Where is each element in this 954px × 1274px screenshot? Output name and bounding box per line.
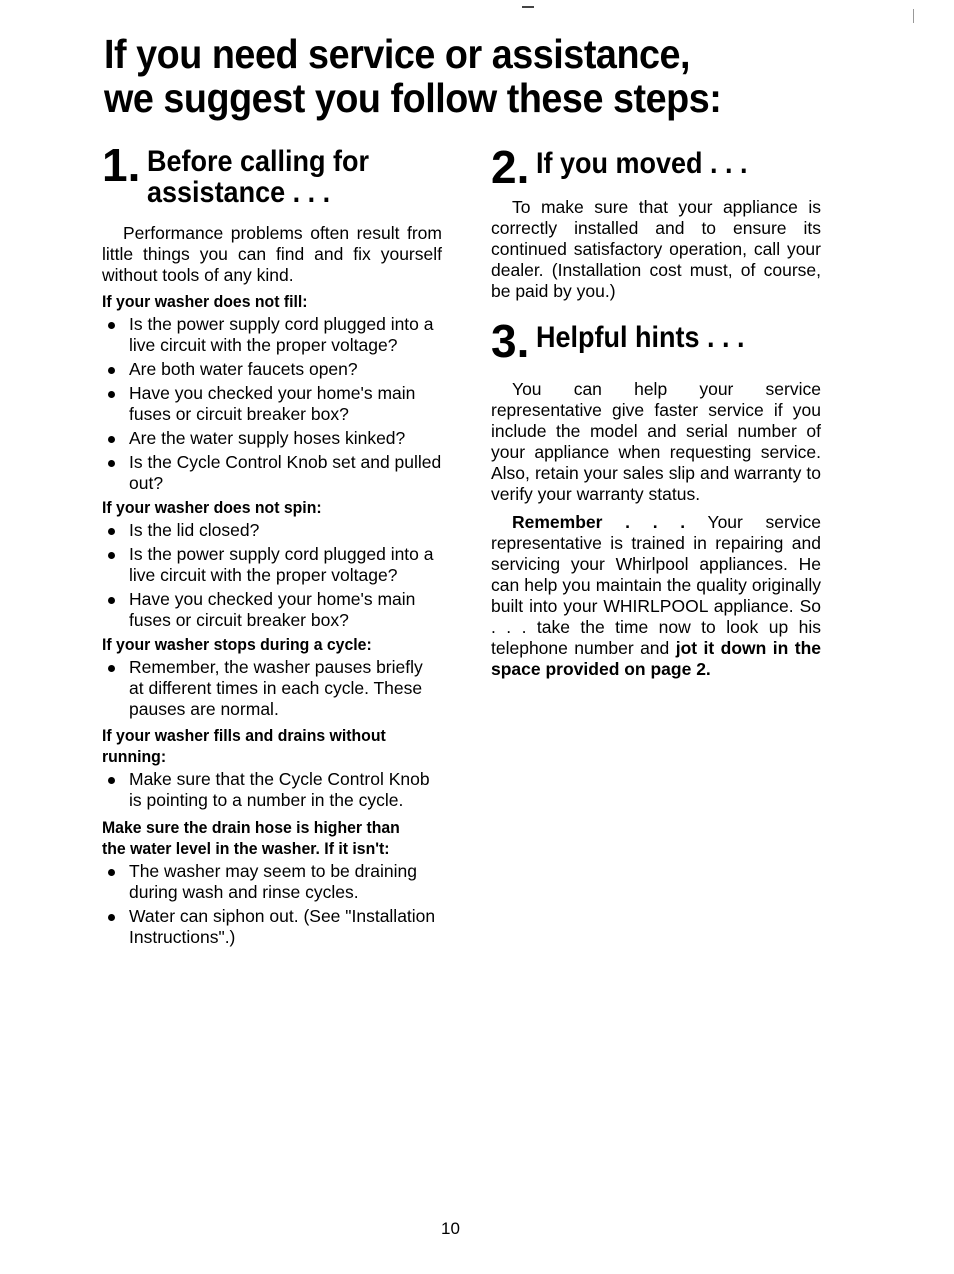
page-title [104, 32, 858, 120]
bullet-icon [108, 322, 115, 329]
section-3-heading [491, 315, 821, 367]
remember-label: Remember . . . [512, 512, 686, 532]
bullet-icon [108, 436, 115, 443]
list-drain-hose [102, 861, 442, 948]
list-item: Remember, the washer pauses briefly at different times in each cycle. These pauses are normal. [102, 657, 442, 720]
bullet-icon [108, 552, 115, 559]
section-1-title-line-1: Before calling for [147, 145, 370, 178]
subhead-fills-and-drains: If your washer fills and drains without running: [102, 726, 386, 766]
list-item: Is the Cycle Control Knob set and pulled out? [102, 452, 442, 494]
bullet-icon [108, 665, 115, 672]
section-3-title: Helpful hints . . . [536, 321, 745, 354]
list-item: Have you checked your home's main fuses or circuit breaker box? [102, 383, 442, 425]
page-title-line-1: If you need service or assistance, [104, 31, 691, 77]
list-does-not-fill [102, 314, 442, 494]
list-item: Is the power supply cord plugged into a live circuit with the proper voltage? [102, 544, 442, 586]
page-title-line-2: we suggest you follow these steps: [104, 75, 722, 121]
list-does-not-spin [102, 520, 442, 631]
section-1-heading [102, 139, 442, 212]
list-item: Water can siphon out. (See "Installation Instructions".) [102, 906, 442, 948]
bullet-icon [108, 391, 115, 398]
bullet-icon [108, 777, 115, 784]
section-3-remember [491, 512, 821, 680]
list-item: Is the lid closed? [102, 520, 442, 541]
subhead-drain-hose: Make sure the drain hose is higher than the water level in the washer. If it isn't: [102, 818, 400, 858]
remember-emphasis: jot it down in the space provided on page 2. [491, 638, 821, 679]
list-item: Is the power supply cord plugged into a live circuit with the proper voltage? [102, 314, 442, 356]
subhead-does-not-fill: If your washer does not fill: [102, 292, 308, 311]
section-1-intro: Performance problems often result from little things you can find and fix yourself without tools of any kind. [102, 223, 442, 285]
bullet-icon [108, 460, 115, 467]
bullet-icon [108, 367, 115, 374]
section-moved [491, 142, 821, 680]
list-stops-during-cycle [102, 657, 442, 720]
section-1-number: 1. [102, 139, 141, 191]
subhead-does-not-spin: If your washer does not spin: [102, 498, 322, 517]
bullet-icon [108, 869, 115, 876]
list-item: Have you checked your home's main fuses or circuit breaker box? [102, 589, 442, 631]
scan-mark [913, 9, 914, 23]
subhead-stops-during-cycle: If your washer stops during a cycle: [102, 635, 372, 654]
scan-mark [522, 6, 534, 8]
remember-text: Your service representative is trained in repairing and servicing your Whirlpool appliances. He can help you maintain the quality originally built into your WHIRLPOOL appliance. So . . . take the time now to look up his telephone number and [491, 512, 821, 658]
list-item: Are the water supply hoses kinked? [102, 428, 442, 449]
bullet-icon [108, 914, 115, 921]
section-2-number: 2. [491, 141, 530, 193]
section-3-number: 3. [491, 315, 530, 367]
page-number: 10 [441, 1219, 460, 1238]
section-2-title: If you moved . . . [536, 147, 748, 180]
bullet-icon [108, 528, 115, 535]
list-item: Make sure that the Cycle Control Knob is pointing to a number in the cycle. [102, 769, 442, 811]
section-2-body: To make sure that your appliance is correctly installed and to ensure its continued satisfactory operation, call your dealer. (Installation cost must, of course, be paid by you.) [491, 197, 821, 301]
list-item: The washer may seem to be draining during wash and rinse cycles. [102, 861, 442, 903]
section-1-title-line-2: assistance . . . [147, 176, 331, 209]
bullet-icon [108, 597, 115, 604]
section-3-body: You can help your service representative give faster service if you include the model and serial number of your appliance when requesting service. Also, retain your sales slip and warranty to verify your warranty status. [491, 379, 821, 504]
section-2-heading [491, 141, 821, 193]
list-fills-and-drains [102, 769, 442, 811]
list-item: Are both water faucets open? [102, 359, 442, 380]
section-before-calling [102, 139, 442, 951]
